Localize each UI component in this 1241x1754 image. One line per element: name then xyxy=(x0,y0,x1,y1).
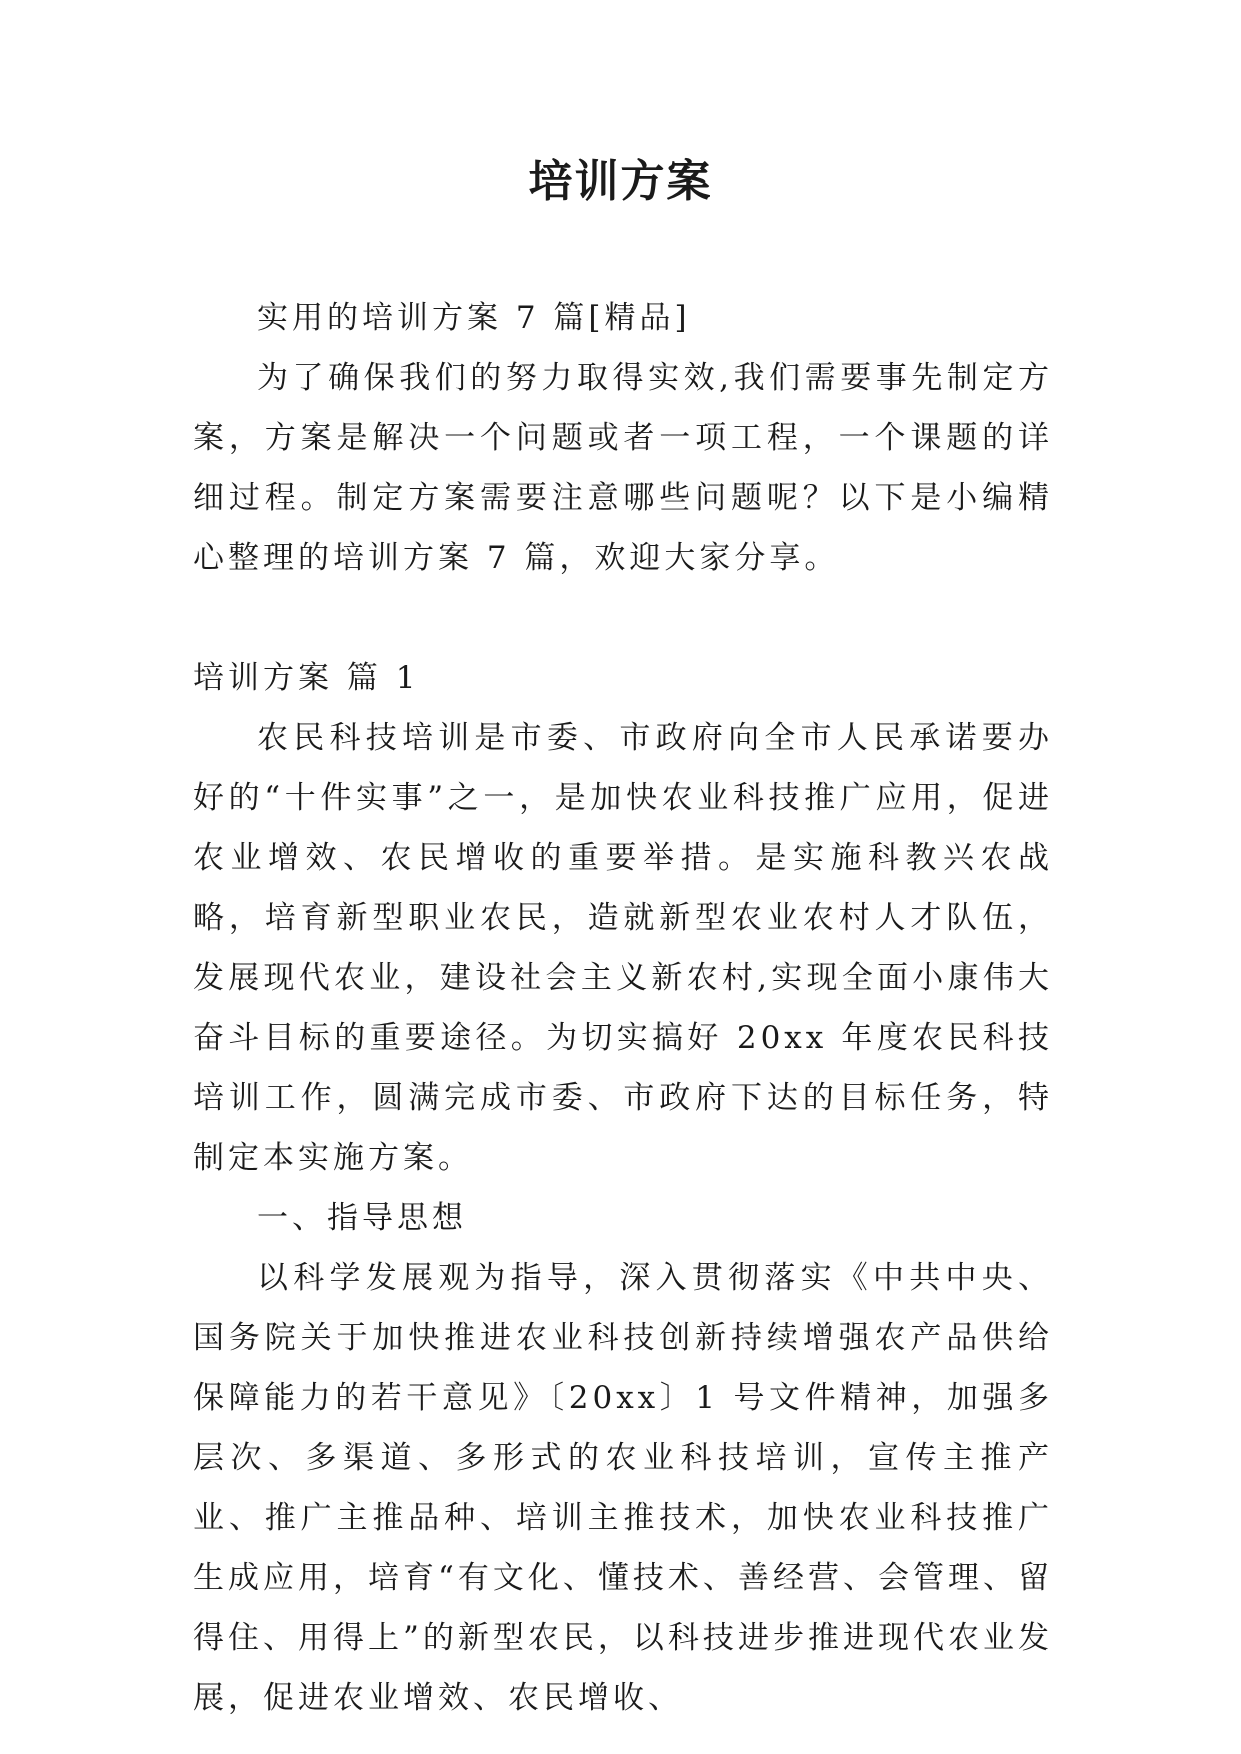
section-heading: 培训方案 篇 1 xyxy=(193,660,420,696)
section-paragraph-2: 以科学发展观为指导，深入贯彻落实《中共中央、国务院关于加快推进农业科技创新持续增强农产品供给保障能力的若干意见》〔20xx〕1 号文件精神，加强多层次、多渠道、多形式的农业科技培训，宣传主推产业、推广主推品种、培训主推技术，加快农业科技推广生成应用，培育“有文化、懂技术、善经营、会管理、留得住、用得上”的新型农民，以科技进步推进现代农业发展，促进农业增效、农民增收、 xyxy=(193,1260,1053,1716)
intro-subtitle: 实用的培训方案 7 篇[精品] xyxy=(257,300,691,336)
page-title: 培训方案 xyxy=(528,156,713,207)
section-subheading: 一、指导思想 xyxy=(257,1200,467,1236)
document-body xyxy=(193,288,1053,1728)
intro-paragraph: 为了确保我们的努力取得实效,我们需要事先制定方案，方案是解决一个问题或者一项工程，一个课题的详细过程。制定方案需要注意哪些问题呢？以下是小编精心整理的培训方案 7 篇，欢迎大家分享。 xyxy=(193,360,1053,576)
section-paragraph-1: 农民科技培训是市委、市政府向全市人民承诺要办好的“十件实事”之一，是加快农业科技推广应用，促进农业增效、农民增收的重要举措。是实施科教兴农战略，培育新型职业农民，造就新型农业农村人才队伍，发展现代农业，建设社会主义新农村,实现全面小康伟大奋斗目标的重要途径。为切实搞好 20xx 年度农民科技培训工作，圆满完成市委、市政府下达的目标任务，特制定本实施方案。 xyxy=(193,720,1053,1176)
paragraph-spacer xyxy=(193,588,1053,648)
